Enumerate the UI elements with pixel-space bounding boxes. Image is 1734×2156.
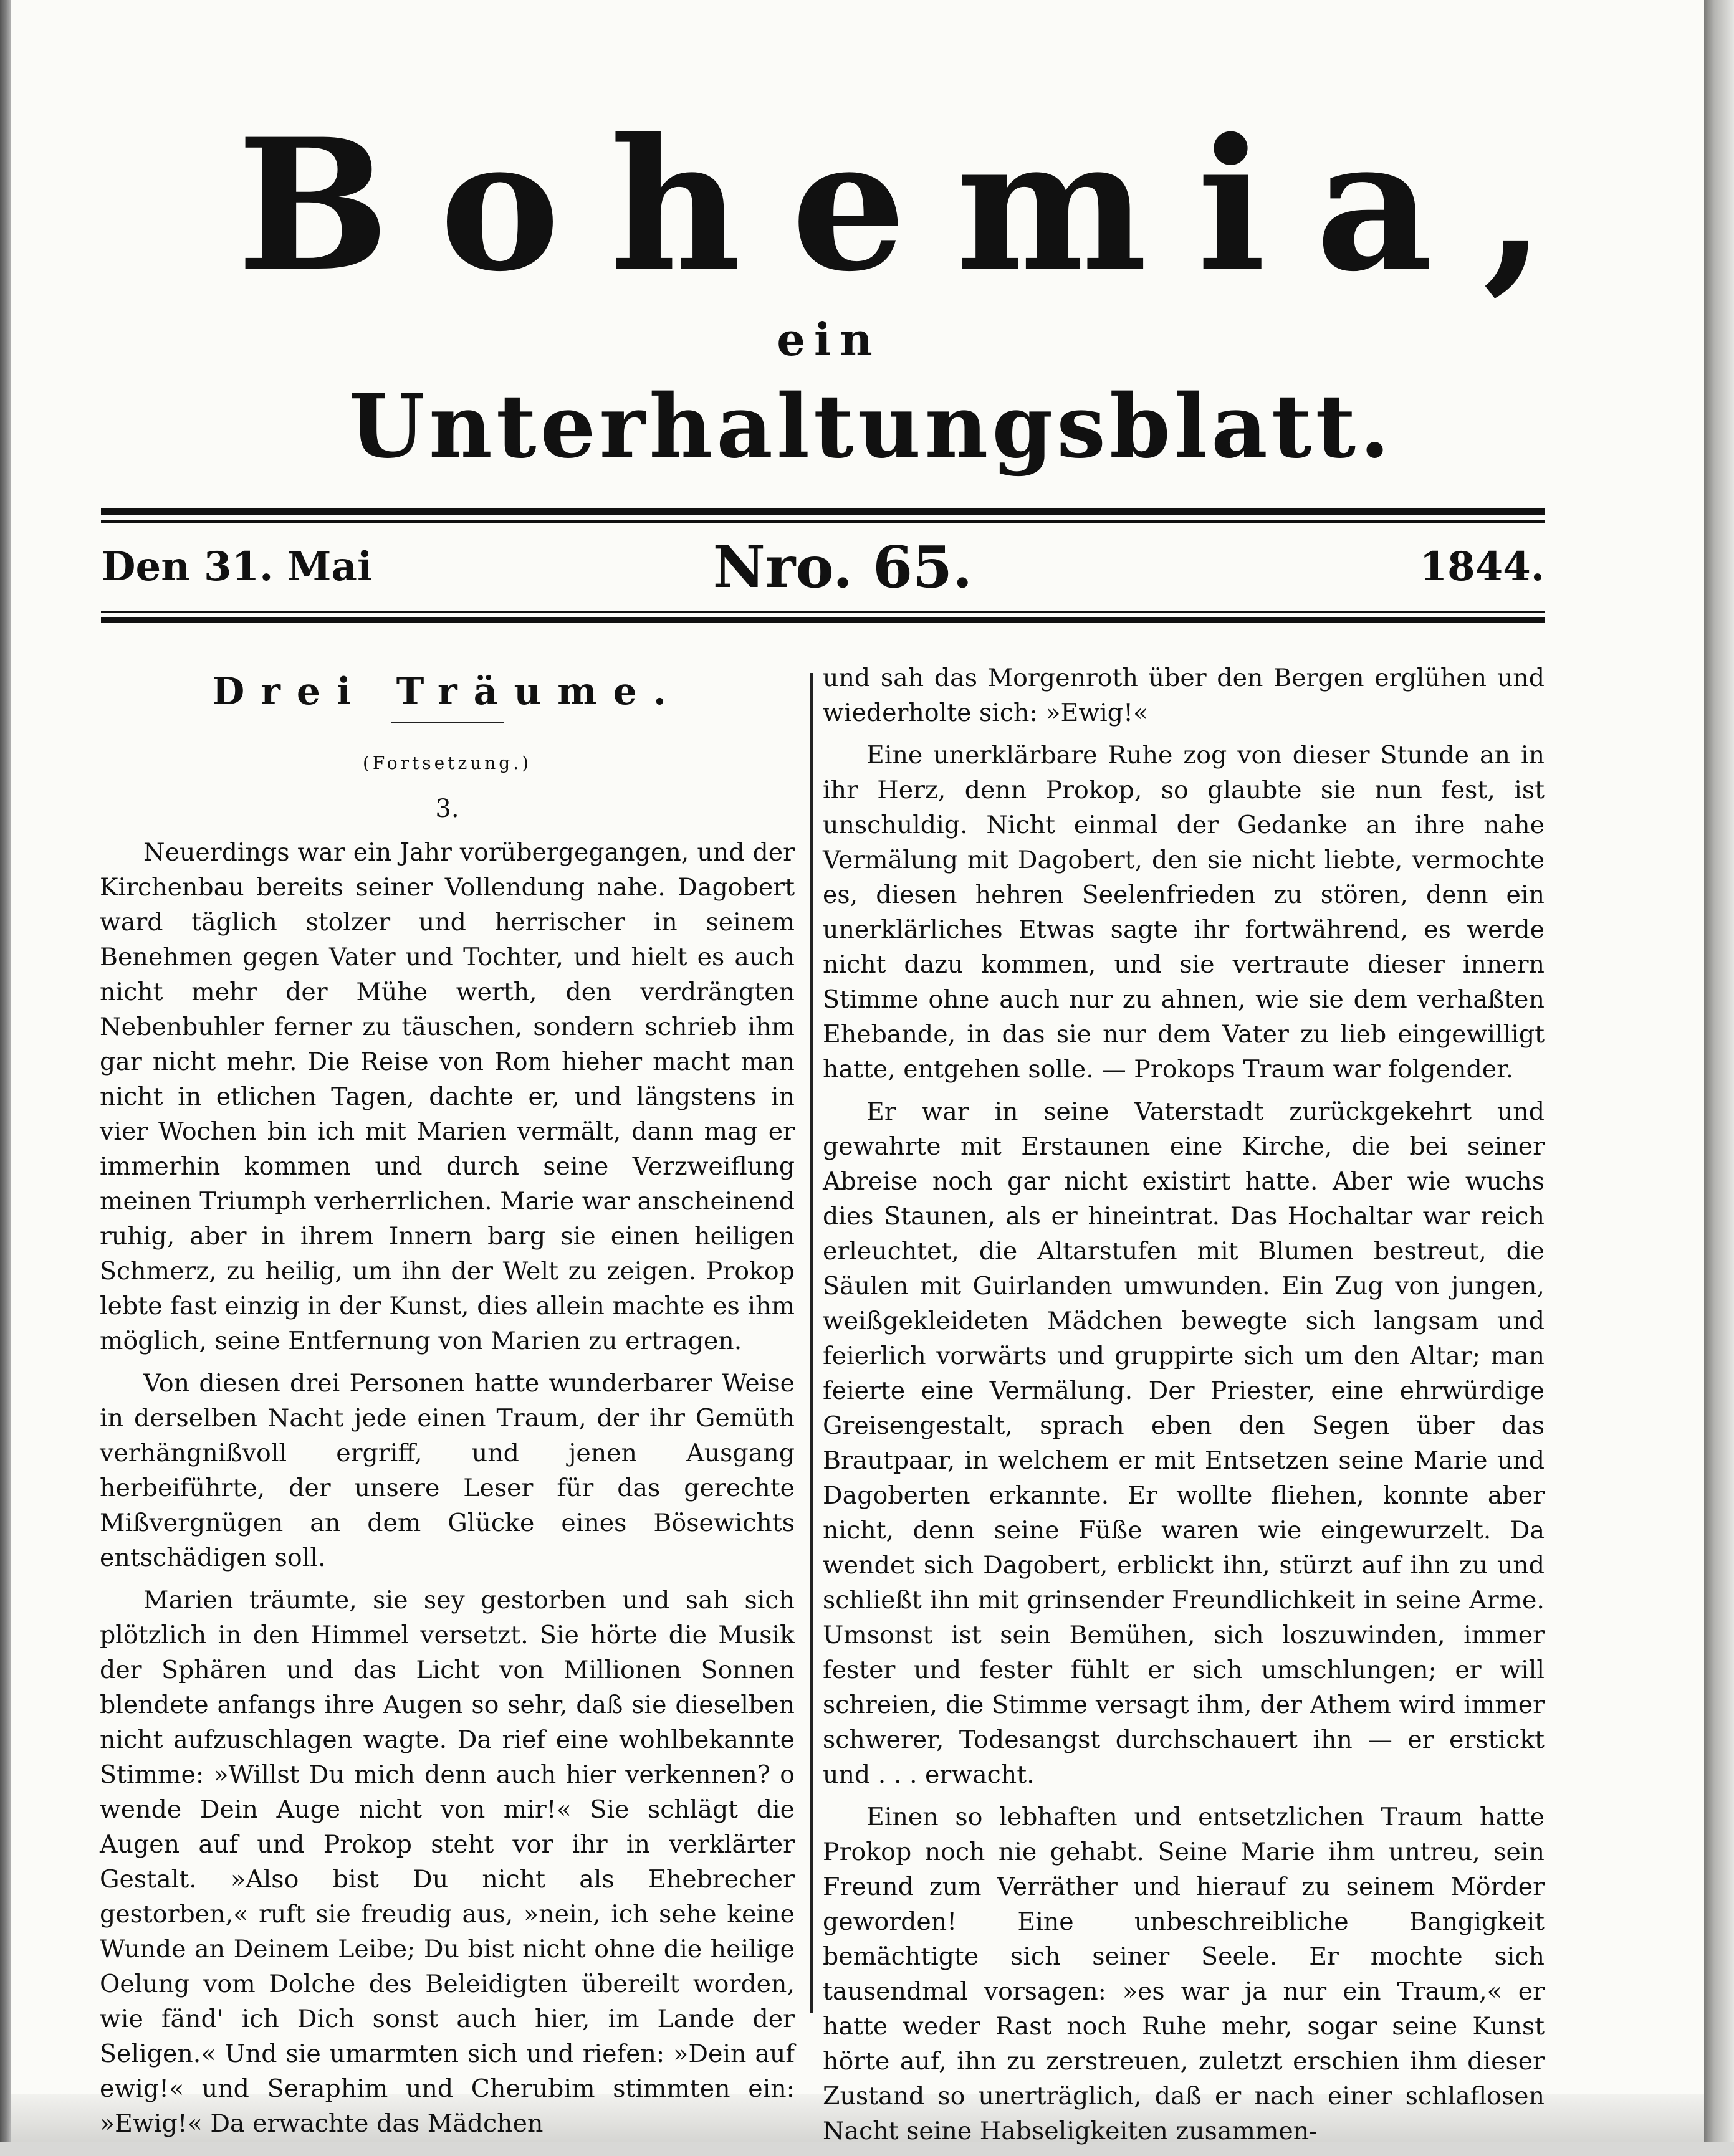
right-paragraph-4: Einen so lebhaften und entsetzlichen Traum hatte Prokop noch nie gehabt. Seine Marie ihm untreu, sein Freund zum Verräther und hierauf zu seinem Mörder geworden! Eine unbeschreibliche Bangigkeit bemächtigte sich seiner Seele. Er mochte sich tausendmal vorsagen: »es war ja nur ein Traum,« er hatte weder Rast noch Ruhe mehr, sogar seine Kunst hörte auf, ihn zu zerstreuen, zuletzt erschien ihm dieser Zustand so unerträglich, daß er nach einer schlaflosen Nacht seine Habseligkeiten zusammen- (823, 1803, 1545, 2145)
masthead-rule-top (101, 508, 1545, 515)
right-column (823, 661, 1545, 2156)
article-title: Drei Träume. (212, 670, 683, 713)
section-number: 3. (435, 794, 459, 823)
left-paragraph-2: Von diesen drei Personen hatte wunderbarer Weise in derselben Nacht jede einen Traum, der ihr Gemüth verhängnißvoll ergriff, und jenen Ausgang herbeiführte, der unsere Leser für das gerechte Mißvergnügen an dem Glücke eines Bösewichts entschädigen soll. (100, 1369, 795, 1572)
issue-date: Den 31. Mai (101, 543, 373, 590)
column-divider (810, 673, 813, 2013)
issue-info-row (101, 533, 1545, 601)
masthead-rule-top-thin (101, 520, 1545, 523)
left-column (100, 835, 795, 2149)
masthead-title: Bohemia, (237, 100, 1596, 312)
right-paragraph-1: und sah das Morgenroth über den Bergen erglühen und wiederholte sich: »Ewig!« (823, 664, 1545, 727)
book-spine-shadow (0, 0, 11, 2142)
page-edge-right (1704, 0, 1734, 2142)
title-divider (391, 722, 504, 723)
left-paragraph-1: Neuerdings war ein Jahr vorübergegangen, und der Kirchenbau bereits seiner Vollendung nahe. Dagobert ward täglich stolzer und herrischer in seinem Benehmen gegen Vater und Tochter, und hielt es auch nicht mehr der Mühe werth, den verdrängten Nebenbuhler ferner zu täuschen, sondern schrieb ihm gar nicht mehr. Die Reise von Rom hieher macht man nicht in etlichen Tagen, dachte er, und längstens in vier Wochen bin ich mit Marien vermält, dann mag er immerhin kommen und durch seine Verzweiflung meinen Triumph verherrlichen. Marie war anscheinend ruhig, aber in ihrem Innern barg sie einen heiligen Schmerz, zu heilig, um ihn der Welt zu zeigen. Prokop lebte fast einzig in der Kunst, dies allein machte es ihm möglich, seine Entfernung von Marien zu ertragen. (100, 838, 795, 1355)
issue-year: 1844. (1419, 543, 1545, 590)
right-paragraph-3: Er war in seine Vaterstadt zurückgekehrt und gewahrte mit Erstaunen eine Kirche, die bei seiner Abreise noch gar nicht existirt hatte. Aber wie wuchs dies Staunen, als er hineintrat. Das Hochaltar war reich erleuchtet, die Altarstufen mit Blumen bestreut, die Säulen mit Guirlanden umwunden. Ein Zug von jungen, weißgekleideten Mädchen bewegte sich langsam und feierlich vorwärts und gruppirte sich um den Altar; man feierte eine Vermälung. Der Priester, eine ehrwürdige Greisengestalt, sprach eben den Segen über das Brautpaar, in welchem er mit Entsetzen seine Marie und Dagoberten erkannte. Er wollte fliehen, konnte aber nicht, denn seine Füße waren wie eingewurzelt. Da wendet sich Dagobert, erblickt ihn, stürzt auf ihn zu und schließt ihn mit grinsender Freundlichkeit in seine Arme. Umsonst ist sein Bemühen, sich loszuwinden, immer fester und fester fühlt er sich umschlungen; er will schreien, die Stimme versagt ihm, der Athem wird immer schwerer, Todesangst durchschauert ihn — er erstickt und . . . erwacht. (823, 1097, 1545, 1789)
masthead-subtitle: Unterhaltungsblatt. (349, 376, 1394, 478)
continuation-label: (Fortsetzung.) (362, 753, 532, 773)
masthead-ein: ein (777, 313, 881, 366)
issue-number: Nro. 65. (712, 533, 973, 601)
masthead-rule-bottom-thin (101, 611, 1545, 613)
right-paragraph-2: Eine unerklärbare Ruhe zog von dieser Stunde an in ihr Herz, denn Prokop, so glaubte sie nun fest, ist unschuldig. Nicht einmal der Gedanke an ihre nahe Vermälung mit Dagobert, den sie nicht liebte, vermochte es, diesen hehren Seelenfrieden zu stören, denn ein unerklärliches Etwas sagte ihr fortwährend, es werde nicht dazu kommen, und sie vertraute dieser innern Stimme ohne auch nur zu ahnen, wie sie dem verhaßten Ehebande, in das sie nur dem Vater zu lieb eingewilligt hatte, entgehen solle. — Prokops Traum war folgender. (823, 741, 1545, 1084)
left-paragraph-3: Marien träumte, sie sey gestorben und sah sich plötzlich in den Himmel versetzt. Sie hörte die Musik der Sphären und das Licht von Millionen Sonnen blendete anfangs ihre Augen so sehr, daß sie dieselben nicht aufzuschlagen wagte. Da rief eine wohlbekannte Stimme: »Willst Du mich denn auch hier verkennen? o wende Dein Auge nicht von mir!« Sie schlägt die Augen auf und Prokop steht vor ihr in verklärter Gestalt. »Also bist Du nicht als Ehebrecher gestorben,« ruft sie freudig aus, »nein, ich sehe keine Wunde an Deinem Leibe; Du bist nicht ohne die heilige Oelung vom Dolche des Beleidigten übereilt worden, wie fänd' ich Dich sonst auch hier, im Lande der Seligen.« Und sie umarmten sich und riefen: »Dein auf ewig!« und Seraphim und Cherubim stimmten ein: »Ewig!« Da erwachte das Mädchen (100, 1586, 795, 2138)
masthead-rule-bottom (101, 617, 1545, 623)
